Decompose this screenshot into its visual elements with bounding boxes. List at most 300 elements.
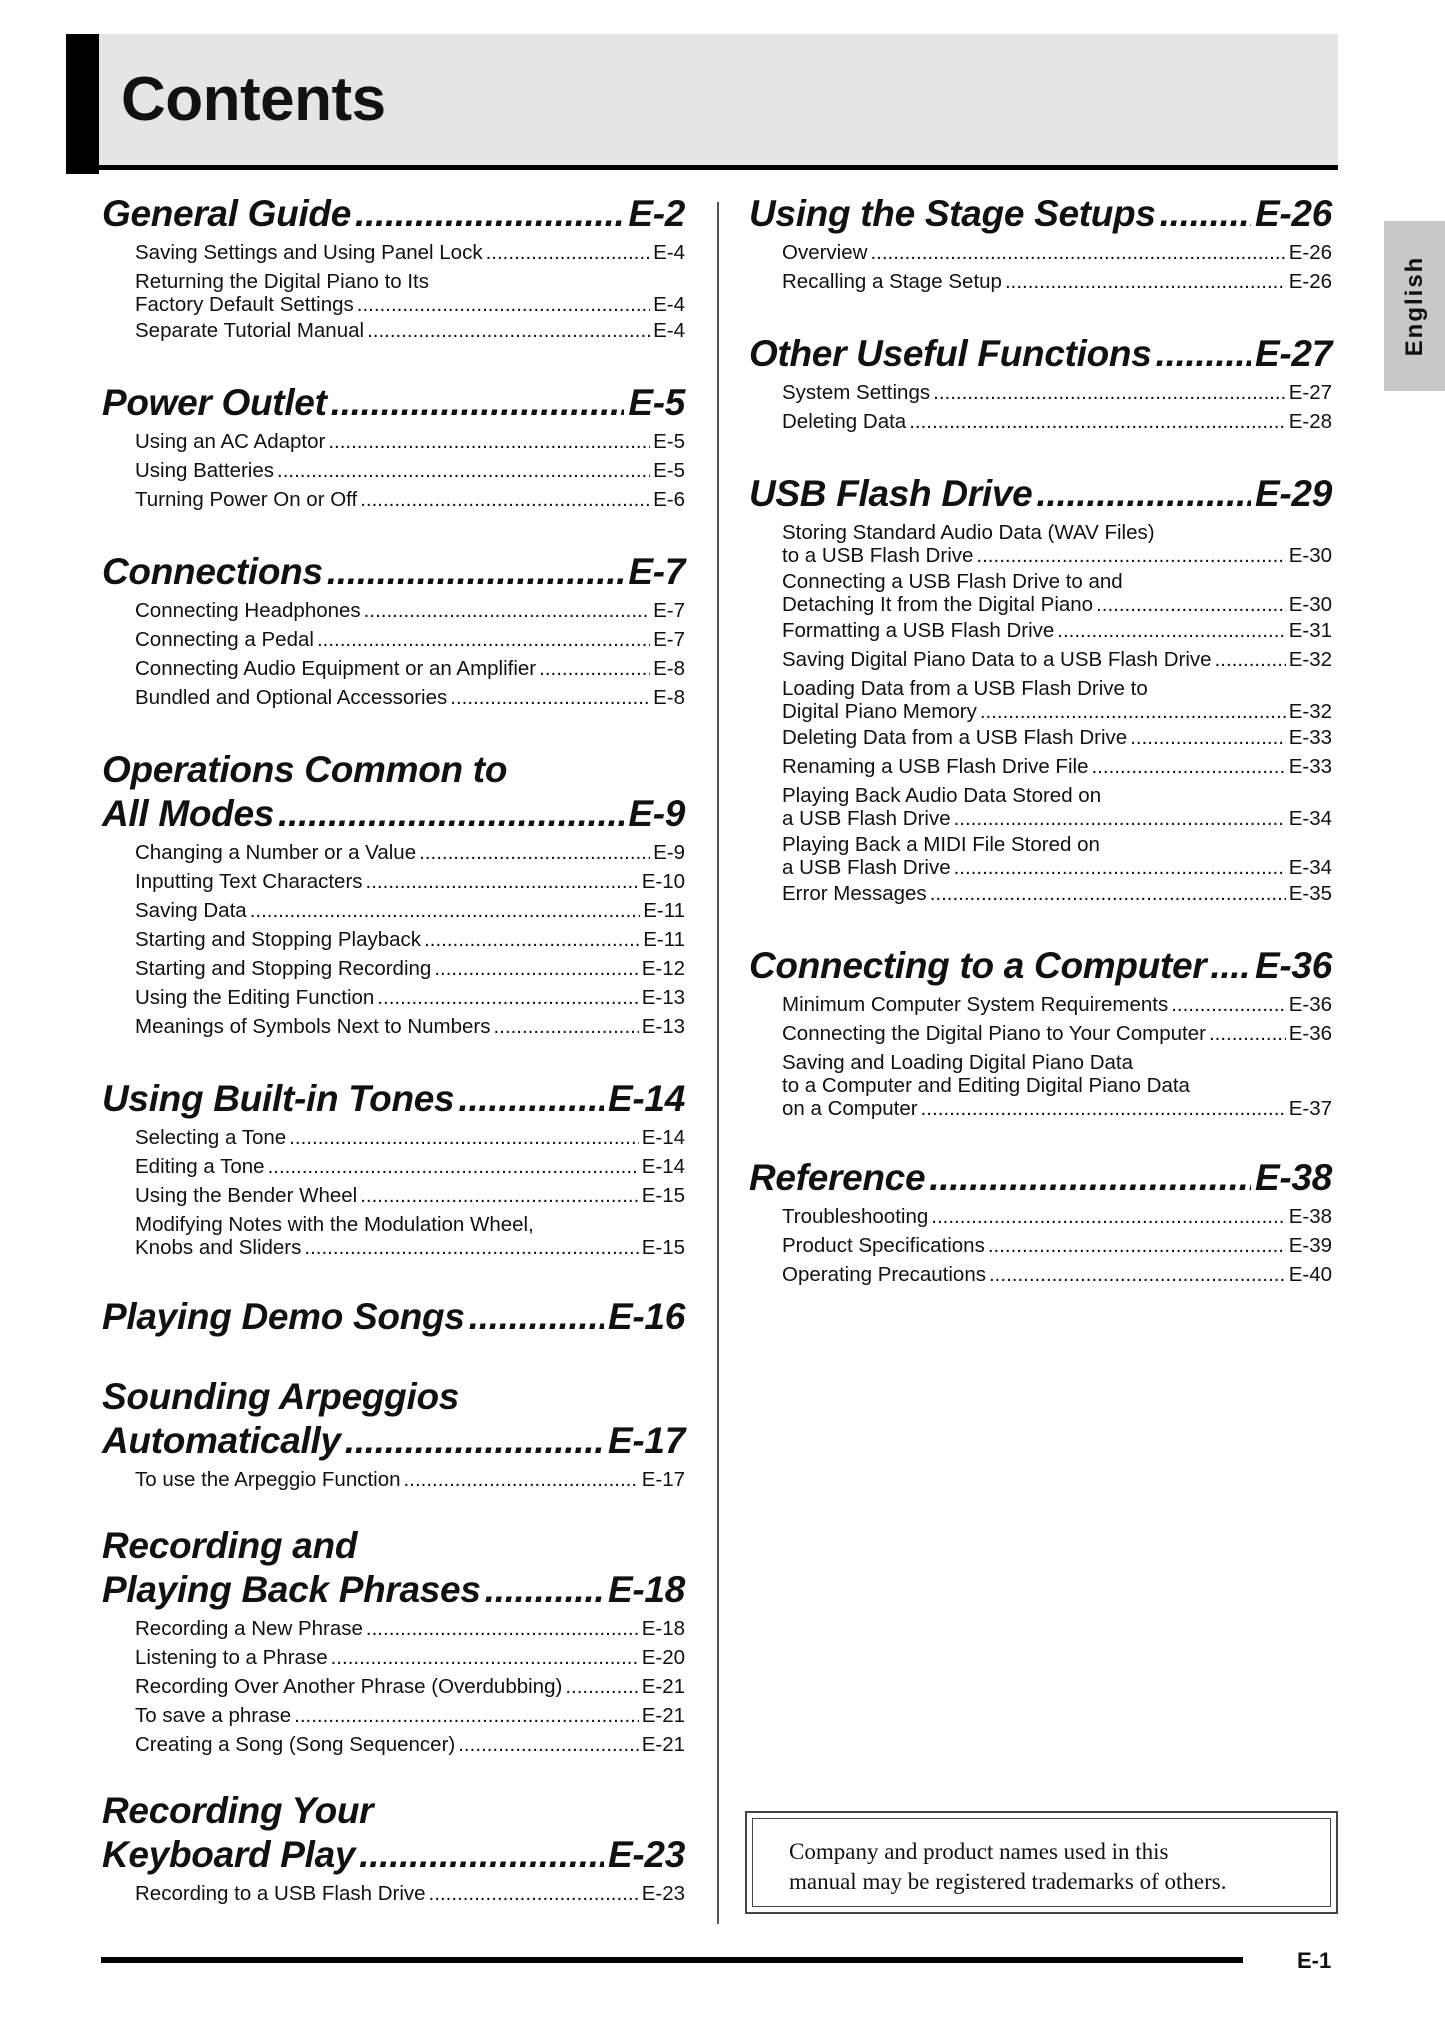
section-page-ref: E-2 [628,193,685,234]
toc-entry-row [135,316,685,345]
dot-leader [954,856,1286,879]
toc-entry-page: E-9 [653,841,685,864]
dot-leader [360,485,650,514]
toc-entry-row [135,293,685,316]
toc-entry-page: E-26 [1288,241,1332,264]
dot-leader [909,407,1285,436]
dot-leader [277,456,650,485]
toc-entry-text: Recalling a Stage Setup [782,270,1002,293]
dot-leader [980,700,1286,723]
section-title-text: General Guide [102,193,352,234]
section-title-link[interactable] [102,550,685,594]
toc-section [749,944,1332,1120]
language-tab [1384,221,1445,391]
toc-entry-page: E-5 [653,430,685,453]
toc-entry-page: E-21 [641,1733,685,1756]
toc-entry-line: to a Computer and Editing Digital Piano Data [782,1074,1190,1097]
section-page-ref: E-29 [1255,473,1332,514]
toc-entry-text: Renaming a USB Flash Drive File [782,755,1089,778]
section-title-text: Reference [749,1157,926,1198]
toc-section [102,381,685,514]
toc-entry-text: Deleting Data from a USB Flash Drive [782,726,1128,749]
section-title-line1[interactable]: Recording Your [102,1790,374,1831]
dot-leader [988,1231,1286,1260]
section-page-ref: E-27 [1255,333,1332,374]
toc-entry[interactable] [135,316,685,345]
dot-leader [1209,1019,1286,1048]
toc-entry-line: Saving and Loading Digital Piano Data [782,1051,1134,1074]
toc-entry-page: E-32 [1288,648,1332,671]
toc-entry-text: Error Messages [782,882,927,905]
toc-entry-row [782,378,1332,407]
toc-items [102,1614,685,1759]
toc-entry[interactable] [135,1012,685,1041]
toc-entry-page: E-8 [653,686,685,709]
toc-entry[interactable] [135,1614,685,1643]
toc-entry-row [135,1236,685,1259]
section-page-ref: E-36 [1255,945,1332,986]
section-title-text: Keyboard Play [102,1834,356,1875]
toc-entry-page: E-37 [1288,1097,1332,1120]
toc-entry[interactable] [135,1730,685,1759]
dot-leader [921,1097,1286,1120]
toc-entry-line: Modifying Notes with the Modulation Wheel, [135,1213,534,1236]
section-page-ref: E-26 [1255,193,1332,234]
toc-entry-text: System Settings [782,381,931,404]
dot-leader [486,238,651,267]
dot-leader [366,867,639,896]
toc-entry-row [782,990,1332,1019]
dot-leader [419,838,650,867]
toc-entry-row [782,238,1332,267]
toc-entry[interactable] [135,1123,685,1152]
section-title-link[interactable] [102,1077,685,1121]
section-page-ref: E-18 [608,1569,685,1610]
toc-entry[interactable] [135,838,685,867]
toc-entry-page: E-39 [1288,1234,1332,1257]
toc-entry[interactable] [782,1048,1332,1120]
toc-entry-text: a USB Flash Drive [782,856,951,879]
toc-entry-row [135,896,685,925]
toc-items [749,1202,1332,1289]
toc-entry[interactable] [135,267,685,316]
section-page-ref: E-5 [628,382,685,423]
dot-leader [377,983,638,1012]
toc-entry-page: E-34 [1288,856,1332,879]
toc-entry-page: E-30 [1288,544,1332,567]
toc-entry-line: Loading Data from a USB Flash Drive to [782,677,1148,700]
toc-items [102,838,685,1041]
toc-entry[interactable] [135,983,685,1012]
toc-entry-row [782,752,1332,781]
toc-items [102,1123,685,1259]
toc-entry[interactable] [135,1210,685,1259]
dot-leader [434,954,638,983]
toc-entry-page: E-7 [653,599,685,622]
toc-entry-text: Deleting Data [782,410,907,433]
column-divider [717,202,719,1924]
dot-leader [355,192,624,236]
dot-leader [331,381,625,425]
dot-leader [364,596,650,625]
trademark-notice-inner [752,1818,1331,1907]
dot-leader [360,1181,638,1210]
dot-leader [367,316,650,345]
toc-entry-page: E-7 [653,628,685,651]
toc-entry-page: E-23 [641,1882,685,1905]
toc-entry-page: E-5 [653,459,685,482]
toc-entry-text: To use the Arpeggio Function [135,1468,401,1491]
section-title-link[interactable] [102,1419,685,1463]
toc-section [102,1524,685,1759]
toc-entry[interactable] [135,683,685,712]
toc-entry-line: Storing Standard Audio Data (WAV Files) [782,521,1155,544]
toc-entry-page: E-28 [1288,410,1332,433]
section-title-text: USB Flash Drive [749,473,1033,514]
toc-entry-row [135,596,685,625]
toc-entry-text: Separate Tutorial Manual [135,319,365,342]
dot-leader [327,550,625,594]
toc-entry[interactable] [782,1260,1332,1289]
toc-entry[interactable] [135,1643,685,1672]
toc-entry[interactable] [782,567,1332,616]
toc-entry[interactable] [135,954,685,983]
toc-entry-text: Recording to a USB Flash Drive [135,1882,426,1905]
toc-entry[interactable] [135,238,685,267]
dot-leader [331,1643,639,1672]
toc-section [749,332,1332,436]
toc-entry[interactable] [135,625,685,654]
toc-items [749,518,1332,908]
section-title-line1[interactable]: Operations Common to [102,749,508,790]
toc-entry-text: Saving Settings and Using Panel Lock [135,241,483,264]
toc-entry-row [135,1181,685,1210]
toc-entry-row [782,267,1332,296]
section-title-text: Connections [102,551,323,592]
toc-items [102,1879,685,1908]
toc-entry-row [135,1152,685,1181]
page-title: Contents [121,65,386,134]
toc-entry-page: E-12 [641,957,685,980]
toc-section [102,1295,685,1339]
toc-entry-page: E-36 [1288,1022,1332,1045]
toc-entry-text: Using Batteries [135,459,275,482]
toc-entry[interactable] [135,1152,685,1181]
toc-entry-text: Formatting a USB Flash Drive [782,619,1055,642]
toc-entry-page: E-20 [641,1646,685,1669]
section-page-ref: E-16 [608,1296,685,1337]
toc-entry-text: Product Specifications [782,1234,985,1257]
toc-entry[interactable] [135,485,685,514]
toc-entry-row [782,1019,1332,1048]
toc-entry[interactable] [782,1202,1332,1231]
section-title-text: Other Useful Functions [749,333,1152,374]
toc-entry-text: Connecting a Pedal [135,628,314,651]
dot-leader [1130,723,1285,752]
toc-entry-page: E-4 [653,241,685,264]
section-title-link[interactable] [102,381,685,425]
toc-section [749,1156,1332,1289]
toc-entry-text: Connecting Headphones [135,599,361,622]
toc-entry[interactable] [782,267,1332,296]
toc-entry-page: E-27 [1288,381,1332,404]
dot-leader [328,427,650,456]
dot-leader [1160,192,1251,236]
toc-entry-text: to a USB Flash Drive [782,544,974,567]
dot-leader [458,1730,638,1759]
toc-items [102,427,685,514]
dot-leader [931,1202,1285,1231]
dot-leader [565,1672,638,1701]
toc-entry[interactable] [782,407,1332,436]
dot-leader [1171,990,1285,1019]
dot-leader [289,1123,638,1152]
toc-entry-text: Overview [782,241,868,264]
toc-entry-text: Digital Piano Memory [782,700,977,723]
section-title-link[interactable] [102,1833,685,1877]
toc-entry-page: E-33 [1288,726,1332,749]
dot-leader [250,896,641,925]
toc-entry[interactable] [135,1181,685,1210]
toc-entry-row [135,983,685,1012]
toc-section [749,472,1332,908]
toc-entry-row [135,238,685,267]
toc-entry-text: Changing a Number or a Value [135,841,417,864]
toc-section [102,1375,685,1494]
notice-line: manual may be registered trademarks of others. [789,1869,1227,1894]
section-page-ref: E-9 [628,793,685,834]
toc-entry-text: Starting and Stopping Playback [135,928,422,951]
toc-entry-row [782,723,1332,752]
toc-entry-text: Starting and Stopping Recording [135,957,432,980]
toc-entry-page: E-15 [641,1184,685,1207]
toc-entry-text: Detaching It from the Digital Piano [782,593,1094,616]
toc-entry-page: E-4 [653,293,685,316]
page-number: E-1 [1297,1948,1332,1973]
toc-entry[interactable] [135,654,685,683]
toc-entry[interactable] [782,238,1332,267]
toc-entry-page: E-13 [641,986,685,1009]
toc-entry[interactable] [782,1019,1332,1048]
section-page-ref: E-7 [628,551,685,592]
toc-entry-row [782,700,1332,723]
dot-leader [345,1419,604,1463]
toc-entry-page: E-8 [653,657,685,680]
toc-entry-page: E-35 [1288,882,1332,905]
dot-leader [268,1152,639,1181]
toc-entry-text: Operating Precautions [782,1263,986,1286]
section-title-link[interactable] [749,472,1332,516]
dot-leader [359,1833,604,1877]
dot-leader [954,807,1286,830]
toc-entry[interactable] [782,990,1332,1019]
section-title-link[interactable] [749,192,1332,236]
toc-section [102,748,685,1041]
toc-entry-page: E-6 [653,488,685,511]
dot-leader [1096,593,1286,616]
section-page-ref: E-38 [1255,1157,1332,1198]
trademark-notice [745,1811,1338,1914]
toc-entry-row [135,485,685,514]
toc-items [749,990,1332,1120]
toc-items [102,596,685,712]
toc-entry-row [135,1672,685,1701]
toc-section [102,1789,685,1908]
toc-entry-text: Turning Power On or Off [135,488,358,511]
section-title-link[interactable] [102,192,685,236]
toc-entry[interactable] [782,752,1332,781]
dot-leader [429,1879,639,1908]
toc-entry-text: Saving Data [135,899,247,922]
toc-entry-row [782,593,1332,616]
toc-entry[interactable] [135,925,685,954]
dot-leader [493,1012,638,1041]
toc-entry[interactable] [782,645,1332,674]
toc-entry[interactable] [782,674,1332,723]
dot-leader [278,792,624,836]
toc-entry-page: E-34 [1288,807,1332,830]
toc-entry[interactable] [135,896,685,925]
dot-leader [1155,332,1251,376]
toc-entry[interactable] [782,616,1332,645]
toc-entry-page: E-11 [643,899,685,922]
dot-leader [1057,616,1285,645]
toc-entry-line: Connecting a USB Flash Drive to and [782,570,1123,593]
dot-leader [930,879,1286,908]
section-title-line1[interactable]: Recording and [102,1525,358,1566]
section-title-link[interactable] [102,792,685,836]
dot-leader [294,1701,639,1730]
toc-entry[interactable] [782,1231,1332,1260]
toc-entry[interactable] [135,1672,685,1701]
dot-leader [870,238,1285,267]
toc-entry-text: To save a phrase [135,1704,292,1727]
section-title-text: Connecting to a Computer [749,945,1207,986]
toc-entry-row [135,1465,685,1494]
toc-items [749,378,1332,436]
toc-entry-text: Knobs and Sliders [135,1236,302,1259]
dot-leader [469,1295,604,1339]
toc-entry-page: E-40 [1288,1263,1332,1286]
section-title-text: Using Built-in Tones [102,1078,455,1119]
toc-entry-row [135,1123,685,1152]
toc-entry-row [782,1202,1332,1231]
dot-leader [1210,944,1251,988]
section-page-ref: E-14 [608,1078,685,1119]
toc-entry-line: Returning the Digital Piano to Its [135,270,429,293]
toc-entry-text: Connecting Audio Equipment or an Amplifier [135,657,537,680]
section-title-link[interactable] [749,944,1332,988]
toc-entry-page: E-32 [1288,700,1332,723]
toc-entry-row [782,544,1332,567]
toc-entry-text: Creating a Song (Song Sequencer) [135,1733,456,1756]
toc-entry-text: Troubleshooting [782,1205,929,1228]
toc-entry-text: Using the Editing Function [135,986,375,1009]
section-title-line1[interactable]: Sounding Arpeggios [102,1376,460,1417]
toc-entry[interactable] [782,723,1332,752]
section-page-ref: E-23 [608,1834,685,1875]
toc-entry-row [135,925,685,954]
section-title-link[interactable] [102,1295,685,1339]
toc-entry-text: Recording Over Another Phrase (Overdubbing) [135,1675,563,1698]
toc-entry[interactable] [135,427,685,456]
toc-entry-page: E-26 [1288,270,1332,293]
dot-leader [539,654,650,683]
toc-entry[interactable] [135,1465,685,1494]
section-title-text: Playing Demo Songs [102,1296,465,1337]
dot-leader [424,925,640,954]
toc-entry-page: E-14 [641,1155,685,1178]
dot-leader [1036,472,1251,516]
toc-entry[interactable] [782,518,1332,567]
toc-entry-row [782,645,1332,674]
dot-leader [404,1465,639,1494]
toc-section [102,1077,685,1259]
toc-entry[interactable] [782,879,1332,908]
toc-entry-text: Listening to a Phrase [135,1646,328,1669]
dot-leader [450,683,650,712]
toc-entry-text: Selecting a Tone [135,1126,287,1149]
toc-entry[interactable] [782,830,1332,879]
toc-entry-row [135,456,685,485]
dot-leader [989,1260,1286,1289]
toc-entry-page: E-14 [641,1126,685,1149]
dot-leader [933,378,1286,407]
toc-entry-row [135,1879,685,1908]
toc-entry[interactable] [782,781,1332,830]
toc-entry-row [135,683,685,712]
section-title-link[interactable] [749,1156,1332,1200]
toc-entry-row [782,856,1332,879]
toc-entry-text: Using an AC Adaptor [135,430,326,453]
toc-entry[interactable] [135,456,685,485]
section-page-ref: E-17 [608,1420,685,1461]
toc-entry-text: on a Computer [782,1097,918,1120]
toc-left-column [102,192,685,1908]
section-title-link[interactable] [102,1568,685,1612]
section-title-text: All Modes [102,793,275,834]
toc-entry-row [782,807,1332,830]
toc-entry-page: E-31 [1288,619,1332,642]
toc-entry-text: Saving Digital Piano Data to a USB Flash Drive [782,648,1212,671]
toc-entry[interactable] [135,1701,685,1730]
toc-entry[interactable] [135,867,685,896]
toc-entry[interactable] [135,596,685,625]
toc-entry-text: Inputting Text Characters [135,870,363,893]
toc-entry[interactable] [782,378,1332,407]
toc-entry-text: Using the Bender Wheel [135,1184,358,1207]
toc-entry-text: Connecting the Digital Piano to Your Computer [782,1022,1206,1045]
toc-section [102,550,685,712]
toc-entry-page: E-17 [641,1468,685,1491]
toc-entry-row [135,654,685,683]
dot-leader [485,1568,604,1612]
footer-rule [101,1957,1243,1963]
toc-entry-row [135,1730,685,1759]
toc-entry-row [782,1097,1332,1120]
section-title-link[interactable] [749,332,1332,376]
toc-entry[interactable] [135,1879,685,1908]
toc-entry-page: E-11 [643,928,685,951]
toc-right-column [749,192,1332,1289]
toc-entry-page: E-38 [1288,1205,1332,1228]
toc-entry-row [135,1012,685,1041]
dot-leader [976,544,1285,567]
dot-leader [1005,267,1286,296]
toc-entry-row [782,407,1332,436]
toc-entry-text: a USB Flash Drive [782,807,951,830]
toc-entry-page: E-21 [641,1675,685,1698]
